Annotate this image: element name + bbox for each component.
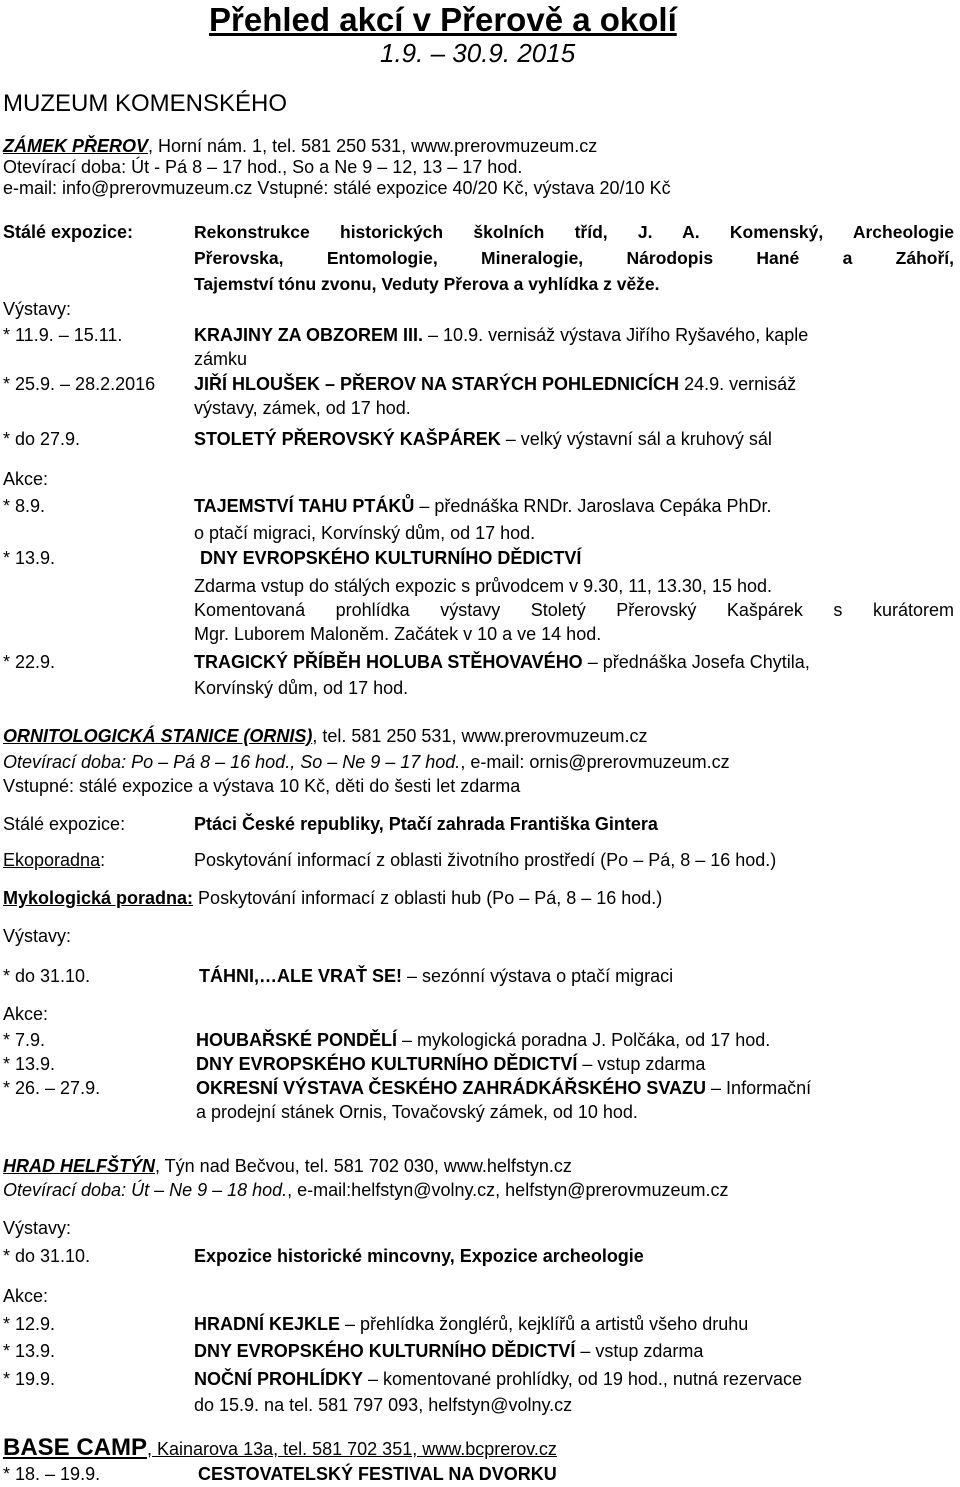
- opening-hours: [3, 750, 730, 774]
- event-item: [194, 1312, 748, 1336]
- exhibition-item: [194, 372, 796, 396]
- event-date: * 13.9.: [3, 1341, 56, 1361]
- venue-name: BASE CAMP: [3, 1434, 148, 1461]
- exhibition-date: * do 27.9.: [3, 429, 81, 449]
- exhibitions-label: Výstavy:: [3, 1218, 72, 1238]
- hours-email: , e-mail:helfstyn@volny.cz, helfstyn@prerovmuzeum.cz: [287, 1180, 729, 1200]
- event-desc: – Informační: [706, 1078, 812, 1098]
- event-desc: – vstup zdarma: [577, 1054, 706, 1074]
- permanent-line-2: Přerovska, Entomologie, Mineralogie, Národopis Hané a Záhoří,: [194, 248, 954, 268]
- event-desc-cont: o ptačí migraci, Korvínský dům, od 17 hod.: [194, 523, 536, 543]
- permanent-text: Ptáci České republiky, Ptačí zahrada Františka Gintera: [194, 814, 658, 834]
- opening-hours: Otevírací doba: Út - Pá 8 – 17 hod., So a Ne 9 – 12, 13 – 17 hod.: [3, 157, 523, 177]
- event-desc-cont: a prodejní stánek Ornis, Tovačovský zámek, od 10 hod.: [196, 1102, 638, 1122]
- mykologicka-text: Poskytování informací z oblasti hub (Po – Pá, 8 – 16 hod.): [193, 888, 663, 908]
- hours-text: Otevírací doba: Po – Pá 8 – 16 hod., So – Ne 9 – 17 hod.: [3, 752, 461, 772]
- event-item: [196, 1028, 770, 1052]
- event-date: * 12.9.: [3, 1314, 56, 1334]
- venue-line-ornis: [3, 724, 648, 748]
- event-title: CESTOVATELSKÝ FESTIVAL NA DVORKU: [198, 1464, 557, 1484]
- exhibition-desc: 24.9. vernisáž: [679, 374, 797, 394]
- permanent-label: Stálé expozice:: [3, 814, 126, 834]
- section-heading-muzeum: MUZEUM KOMENSKÉHO: [3, 90, 288, 117]
- event-date: * 7.9.: [3, 1030, 46, 1050]
- event-item: [194, 1367, 802, 1391]
- event-desc: – vstup zdarma: [575, 1341, 704, 1361]
- date-range: 1.9. – 30.9. 2015: [380, 38, 576, 68]
- venue-name: HRAD HELFŠTÝN: [3, 1156, 155, 1176]
- event-title: DNY EVROPSKÉHO KULTURNÍHO DĚDICTVÍ: [200, 548, 582, 568]
- event-title: DNY EVROPSKÉHO KULTURNÍHO DĚDICTVÍ: [196, 1054, 578, 1074]
- venue-info: , Horní nám. 1, tel. 581 250 531, www.prerovmuzeum.cz: [148, 136, 598, 156]
- event-item: [194, 1339, 703, 1363]
- event-date: * 13.9.: [3, 548, 56, 568]
- event-date: * 8.9.: [3, 496, 46, 516]
- event-title: TRAGICKÝ PŘÍBĚH HOLUBA STĚHOVAVÉHO: [194, 652, 583, 672]
- ekoporadna-line: [3, 848, 105, 872]
- event-line: Mgr. Luborem Maloněm. Začátek v 10 a ve 14 hod.: [194, 624, 602, 644]
- exhibition-desc: – velký výstavní sál a kruhový sál: [500, 429, 772, 449]
- event-title: DNY EVROPSKÉHO KULTURNÍHO DĚDICTVÍ: [194, 1341, 576, 1361]
- page-title: Přehled akcí v Přerově a okolí: [209, 1, 677, 38]
- ekoporadna-text: Poskytování informací z oblasti životního prostředí (Po – Pá, 8 – 16 hod.): [194, 850, 777, 870]
- venue-name: ZÁMEK PŘEROV: [3, 136, 149, 156]
- exhibition-title: Expozice historické mincovny, Expozice archeologie: [194, 1246, 644, 1266]
- event-title: HRADNÍ KEJKLE: [194, 1314, 341, 1334]
- exhibitions-label: Výstavy:: [3, 299, 72, 319]
- event-item: [194, 650, 810, 674]
- ekoporadna-colon: :: [100, 850, 106, 870]
- event-date: * 22.9.: [3, 652, 56, 672]
- venue-info: , Týn nad Bečvou, tel. 581 702 030, www.helfstyn.cz: [155, 1156, 572, 1176]
- venue-info: , Kainarova 13a, tel. 581 702 351, www.bcprerov.cz: [147, 1439, 557, 1459]
- mykologicka-label: Mykologická poradna:: [3, 888, 194, 908]
- permanent-line-1: Rekonstrukce historických školních tříd, J. A. Komenský, Archeologie: [194, 222, 954, 242]
- exhibition-item: [194, 323, 808, 347]
- event-title: HOUBAŘSKÉ PONDĚLÍ: [196, 1030, 398, 1050]
- exhibition-title: TÁHNI,…ALE VRAŤ SE!: [199, 966, 403, 986]
- event-title: NOČNÍ PROHLÍDKY: [194, 1369, 364, 1389]
- exhibition-title: JIŘÍ HLOUŠEK – PŘEROV NA STARÝCH POHLEDNICÍCH: [194, 374, 680, 394]
- exhibition-date: * 11.9. – 15.11.: [3, 325, 123, 345]
- exhibition-desc-cont: zámku: [194, 349, 248, 369]
- event-date: * 19.9.: [3, 1369, 56, 1389]
- exhibition-desc: – 10.9. vernisáž výstava Jiřího Ryšavého, kaple: [423, 325, 809, 345]
- exhibition-title: KRAJINY ZA OBZOREM III.: [194, 325, 424, 345]
- events-label: Akce:: [3, 1286, 49, 1306]
- exhibition-title: STOLETÝ PŘEROVSKÝ KAŠPÁREK: [194, 429, 501, 449]
- event-line: Zdarma vstup do stálých expozic s průvodcem v 9.30, 11, 13.30, 15 hod.: [194, 576, 772, 596]
- hours-text: Otevírací doba: Út – Ne 9 – 18 hod.: [3, 1180, 288, 1200]
- event-item: [194, 494, 772, 518]
- event-desc: – komentované prohlídky, od 19 hod., nutná rezervace: [363, 1369, 802, 1389]
- event-desc: – přednáška Josefa Chytila,: [582, 652, 810, 672]
- event-desc-cont: Korvínský dům, od 17 hod.: [194, 678, 409, 698]
- event-item: [196, 1076, 811, 1100]
- opening-hours: [3, 1178, 729, 1202]
- exhibition-item: [199, 964, 673, 988]
- venue-info: , tel. 581 250 531, www.prerovmuzeum.cz: [312, 726, 648, 746]
- events-label: Akce:: [3, 469, 49, 489]
- event-title: OKRESNÍ VÝSTAVA ČESKÉHO ZAHRÁDKÁŘSKÉHO SVAZU: [196, 1078, 707, 1098]
- venue-line-basecamp: [3, 1434, 557, 1463]
- exhibition-item: [194, 427, 772, 451]
- event-line: Komentovaná prohlídka výstavy Stoletý Přerovský Kašpárek s kurátorem: [194, 600, 954, 620]
- permanent-line-3: Tajemství tónu zvonu, Veduty Přerova a vyhlídka z věže.: [194, 274, 660, 294]
- exhibitions-label: Výstavy:: [3, 926, 72, 946]
- venue-line-helfstyn: [3, 1154, 572, 1178]
- email-and-fees: e-mail: info@prerovmuzeum.cz Vstupné: stálé expozice 40/20 Kč, výstava 20/10 Kč: [3, 178, 671, 198]
- exhibition-date: * 25.9. – 28.2.2016: [3, 374, 156, 394]
- event-date: * 18. – 19.9.: [3, 1464, 101, 1484]
- exhibition-desc-cont: výstavy, zámek, od 17 hod.: [194, 398, 411, 418]
- exhibition-date: * do 31.10.: [3, 1246, 91, 1266]
- event-date: * 13.9.: [3, 1054, 56, 1074]
- venue-name: ORNITOLOGICKÁ STANICE (ORNIS): [3, 726, 313, 746]
- event-date: * 26. – 27.9.: [3, 1078, 101, 1098]
- event-desc: – přehlídka žonglérů, kejklířů a artistů všeho druhu: [340, 1314, 749, 1334]
- exhibition-desc: – sezónní výstava o ptačí migraci: [402, 966, 674, 986]
- hours-email: , e-mail: ornis@prerovmuzeum.cz: [460, 752, 730, 772]
- event-title: TAJEMSTVÍ TAHU PTÁKŮ: [194, 496, 415, 516]
- event-desc: – mykologická poradna J. Polčáka, od 17 hod.: [397, 1030, 771, 1050]
- event-desc-cont: do 15.9. na tel. 581 797 093, helfstyn@volny.cz: [194, 1395, 573, 1415]
- exhibition-date: * do 31.10.: [3, 966, 91, 986]
- permanent-label: Stálé expozice:: [3, 222, 134, 242]
- ekoporadna-label: Ekoporadna: [3, 850, 101, 870]
- mykologicka-line: [3, 886, 662, 910]
- fees: Vstupné: stálé expozice a výstava 10 Kč, děti do šesti let zdarma: [3, 776, 521, 796]
- events-label: Akce:: [3, 1004, 49, 1024]
- event-item: [196, 1052, 705, 1076]
- event-desc: – přednáška RNDr. Jaroslava Cepáka PhDr.: [414, 496, 772, 516]
